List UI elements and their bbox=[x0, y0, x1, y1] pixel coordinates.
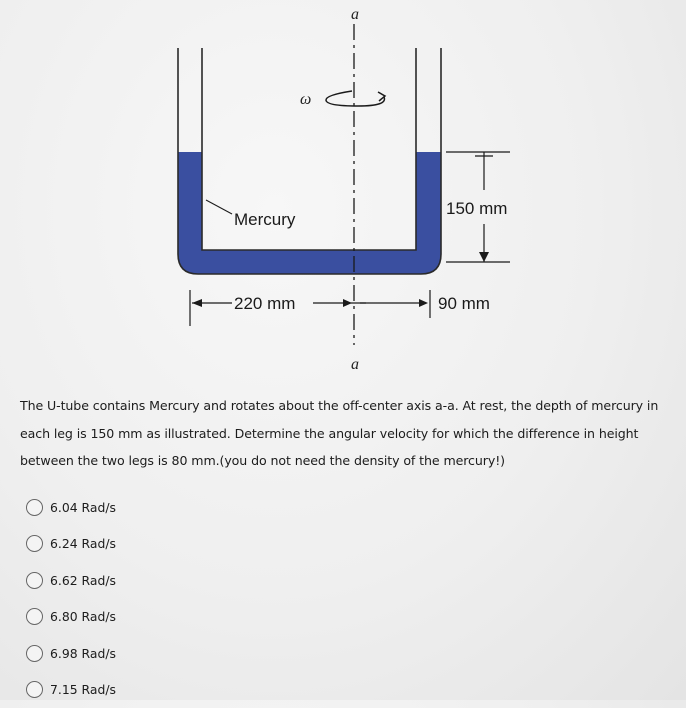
radio-button[interactable] bbox=[26, 499, 43, 516]
left-dimension-label: 220 mm bbox=[234, 294, 295, 313]
option-3[interactable] bbox=[26, 562, 116, 599]
option-label: 6.80 Rad/s bbox=[50, 609, 116, 624]
answer-options bbox=[26, 489, 116, 708]
option-label: 6.24 Rad/s bbox=[50, 536, 116, 551]
rotation-arrow-icon bbox=[326, 91, 385, 106]
option-1[interactable] bbox=[26, 489, 116, 526]
option-label: 6.04 Rad/s bbox=[50, 500, 116, 515]
mercury-leader bbox=[206, 200, 232, 214]
mercury-label: Mercury bbox=[234, 210, 296, 229]
radio-button[interactable] bbox=[26, 535, 43, 552]
option-label: 6.62 Rad/s bbox=[50, 573, 116, 588]
height-label: 150 mm bbox=[446, 199, 507, 218]
radio-button[interactable] bbox=[26, 608, 43, 625]
option-4[interactable] bbox=[26, 599, 116, 636]
option-label: 7.15 Rad/s bbox=[50, 682, 116, 697]
horizontal-dimension bbox=[190, 290, 430, 326]
question-text: The U-tube contains Mercury and rotates about the off-center axis a-a. At rest, the depth of mercury in each leg is 150 mm as illustrated. Determine the angular velocity for which the difference in height between the two legs is 80 mm.(you do not need the density of the mercury!) bbox=[20, 392, 682, 475]
axis-label-bottom: a bbox=[351, 356, 359, 373]
radio-button[interactable] bbox=[26, 681, 43, 698]
dim-arrow-left-icon bbox=[192, 299, 202, 307]
omega-symbol: ω bbox=[300, 91, 311, 108]
option-label: 6.98 Rad/s bbox=[50, 646, 116, 661]
height-arrow-icon bbox=[479, 252, 489, 262]
tube-walls bbox=[178, 48, 441, 274]
right-dimension-label: 90 mm bbox=[438, 294, 490, 313]
radio-button[interactable] bbox=[26, 572, 43, 589]
option-5[interactable] bbox=[26, 635, 116, 672]
mercury-fill bbox=[178, 152, 441, 274]
option-2[interactable] bbox=[26, 526, 116, 563]
axis-label-top: a bbox=[351, 6, 359, 23]
option-6[interactable] bbox=[26, 672, 116, 708]
dim-arrow-center-icon bbox=[343, 299, 352, 307]
dim-arrow-right-icon bbox=[419, 299, 428, 307]
radio-button[interactable] bbox=[26, 645, 43, 662]
